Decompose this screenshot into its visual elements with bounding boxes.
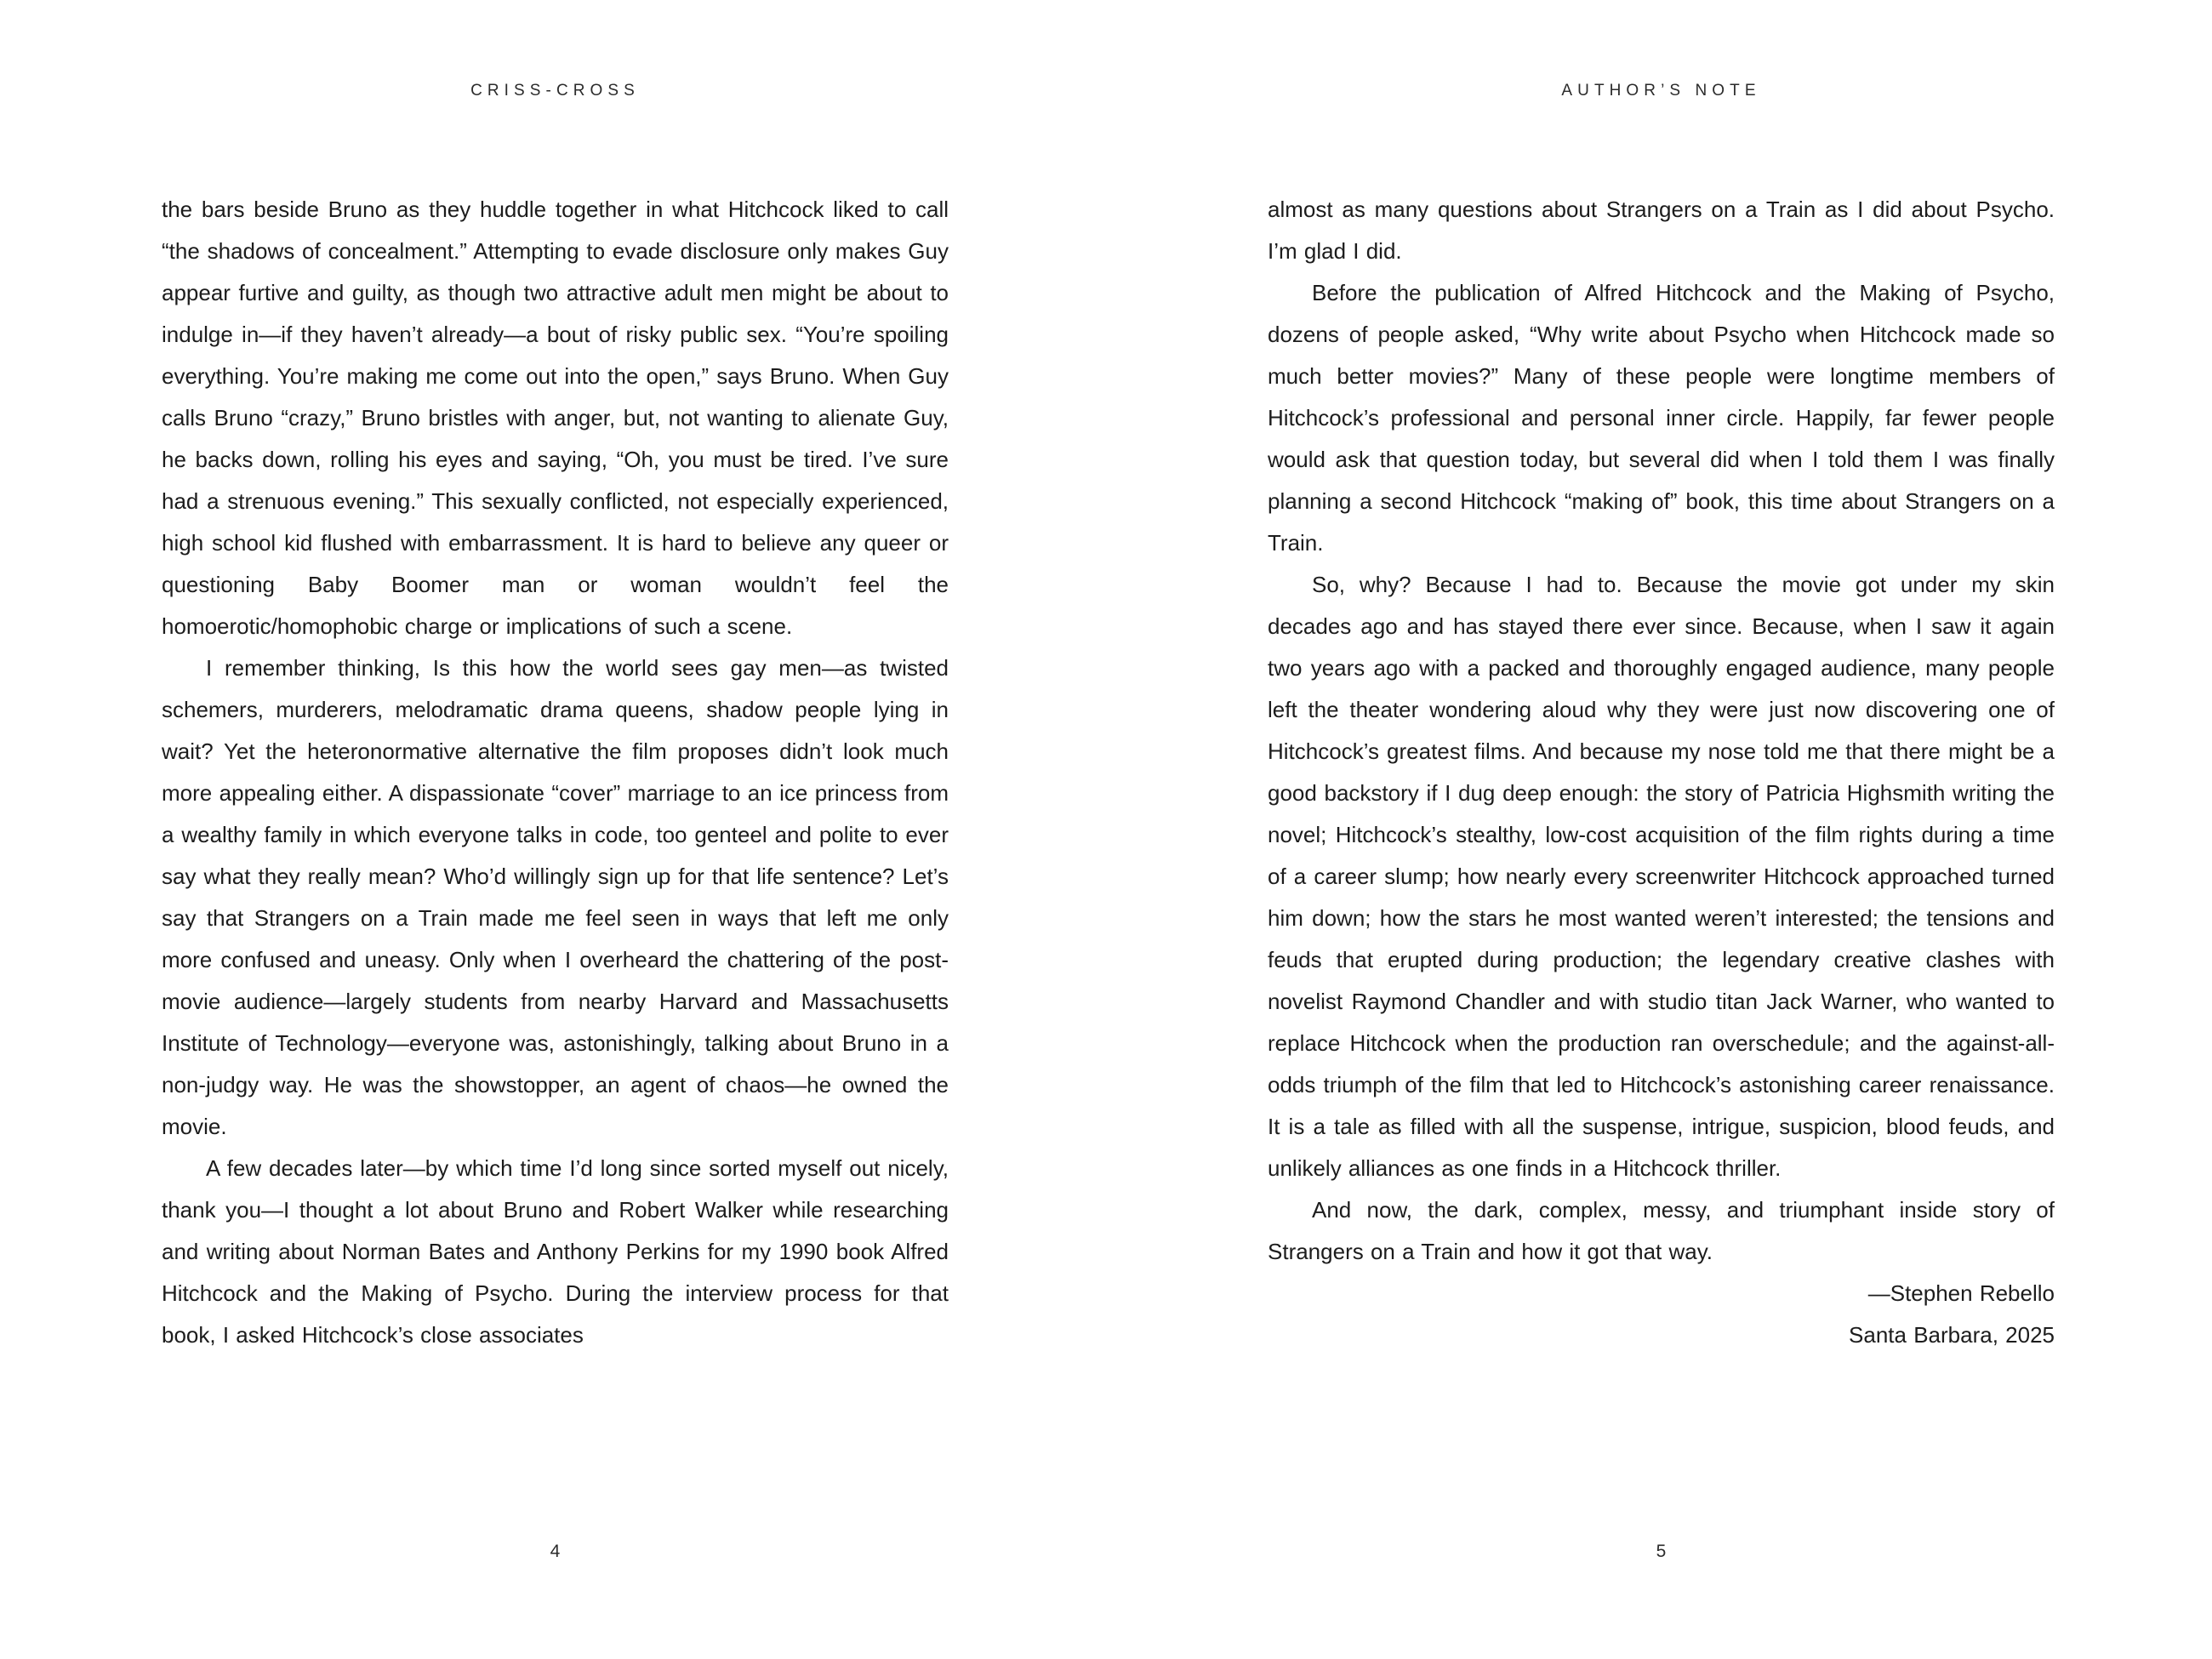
paragraph: the bars beside Bruno as they huddle together in what Hitchcock liked to call “the shadows of concealment.” Attempting to evade disclosure only makes Guy appear furtive and guilty, as though two attractive adult men might be about to indulge in—if they haven’t already—a bout of risky public sex. “You’re spoiling everything. You’re making me come out into the open,” says Bruno. When Guy calls Bruno “crazy,” Bruno bristles with anger, but, not wanting to alienate Guy, he backs down, rolling his eyes and saying, “Oh, you must be tired. I’ve sure had a strenuous evening.” This sexually conflicted, not especially experienced, high school kid flushed with embarrassment. It is hard to believe any queer or questioning Baby Boomer man or woman wouldn’t feel the homoerotic/homophobic charge or implications of such a scene.	[162, 197, 949, 639]
page-number-right: 5	[1656, 1542, 1667, 1561]
running-head-right: AUTHOR’S NOTE	[1561, 82, 1761, 100]
paragraph: So, why? Because I had to. Because the movie got under my skin decades ago and has stayed there ever since. Because, when I saw it again two years ago with a packed and thoroughly engaged audience, many people left the theater wondering aloud why they were just now discovering one of Hitchcock’s greatest films. And because my nose told me that there might be a good backstory if I dug deep enough: the story of Patricia Highsmith writing the novel; Hitchcock’s stealthy, low-cost acquisition of the film rights during a time of a career slump; how nearly every screenwriter Hitchcock approached turned him down; how the stars he most wanted weren’t interested; the tensions and feuds that erupted during production; the legendary creative clashes with novelist Raymond Chandler and with studio titan Jack Warner, who wanted to replace Hitchcock when the production ran overschedule; and the against-all-odds triumph of the film that led to Hitchcock’s astonishing career renaissance. It is a tale as filled with all the suspense, intrigue, suspicion, blood feuds, and unlikely alliances as one finds in a Hitchcock thriller.	[1268, 572, 2055, 1181]
page-number-left: 4	[550, 1542, 561, 1561]
paragraph: almost as many questions about Strangers on a Train as I did about Psycho. I’m glad I did.	[1268, 197, 2055, 264]
paragraph: And now, the dark, complex, messy, and triumphant inside story of Strangers on a Train and how it got that way.	[1268, 1197, 2055, 1264]
paragraph: A few decades later—by which time I’d long since sorted myself out nicely, thank you—I thought a lot about Bruno and Robert Walker while researching and writing about Norman Bates and Anthony Perkins for my 1990 book Alfred Hitchcock and the Making of Psycho. During the interview process for that book, I asked Hitchcock’s close associates	[162, 1155, 949, 1348]
right-page	[1106, 0, 2212, 1659]
paragraph: I remember thinking, Is this how the world sees gay men—as twisted schemers, murderers, melodramatic drama queens, shadow people lying in wait? Yet the heteronormative alternative the film proposes didn’t look much more appealing either. A dispassionate “cover” marriage to an ice princess from a wealthy family in which everyone talks in code, too genteel and polite to ever say what they really mean? Who’d willingly sign up for that life sentence? Let’s say that Strangers on a Train made me feel seen in ways that left me only more confused and uneasy. Only when I overheard the chattering of the post-movie audience—largely students from nearby Harvard and Massachusetts Institute of Technology—everyone was, astonishingly, talking about Bruno in a non-judgy way. He was the showstopper, an agent of chaos—he owned the movie.	[162, 655, 949, 1139]
running-head-left: CRISS-CROSS	[470, 82, 640, 100]
right-text-block	[1268, 189, 2055, 1356]
author-signature: —Stephen Rebello	[1867, 1280, 2055, 1306]
signature-place-date: Santa Barbara, 2025	[1849, 1322, 2055, 1348]
paragraph: Before the publication of Alfred Hitchcock and the Making of Psycho, dozens of people asked, “Why write about Psycho when Hitchcock made so much better movies?” Many of these people were longtime members of Hitchcock’s professional and personal inner circle. Happily, far fewer people would ask that question today, but several did when I told them I was finally planning a second Hitchcock “making of” book, this time about Strangers on a Train.	[1268, 280, 2055, 556]
left-text-block	[162, 189, 949, 1356]
